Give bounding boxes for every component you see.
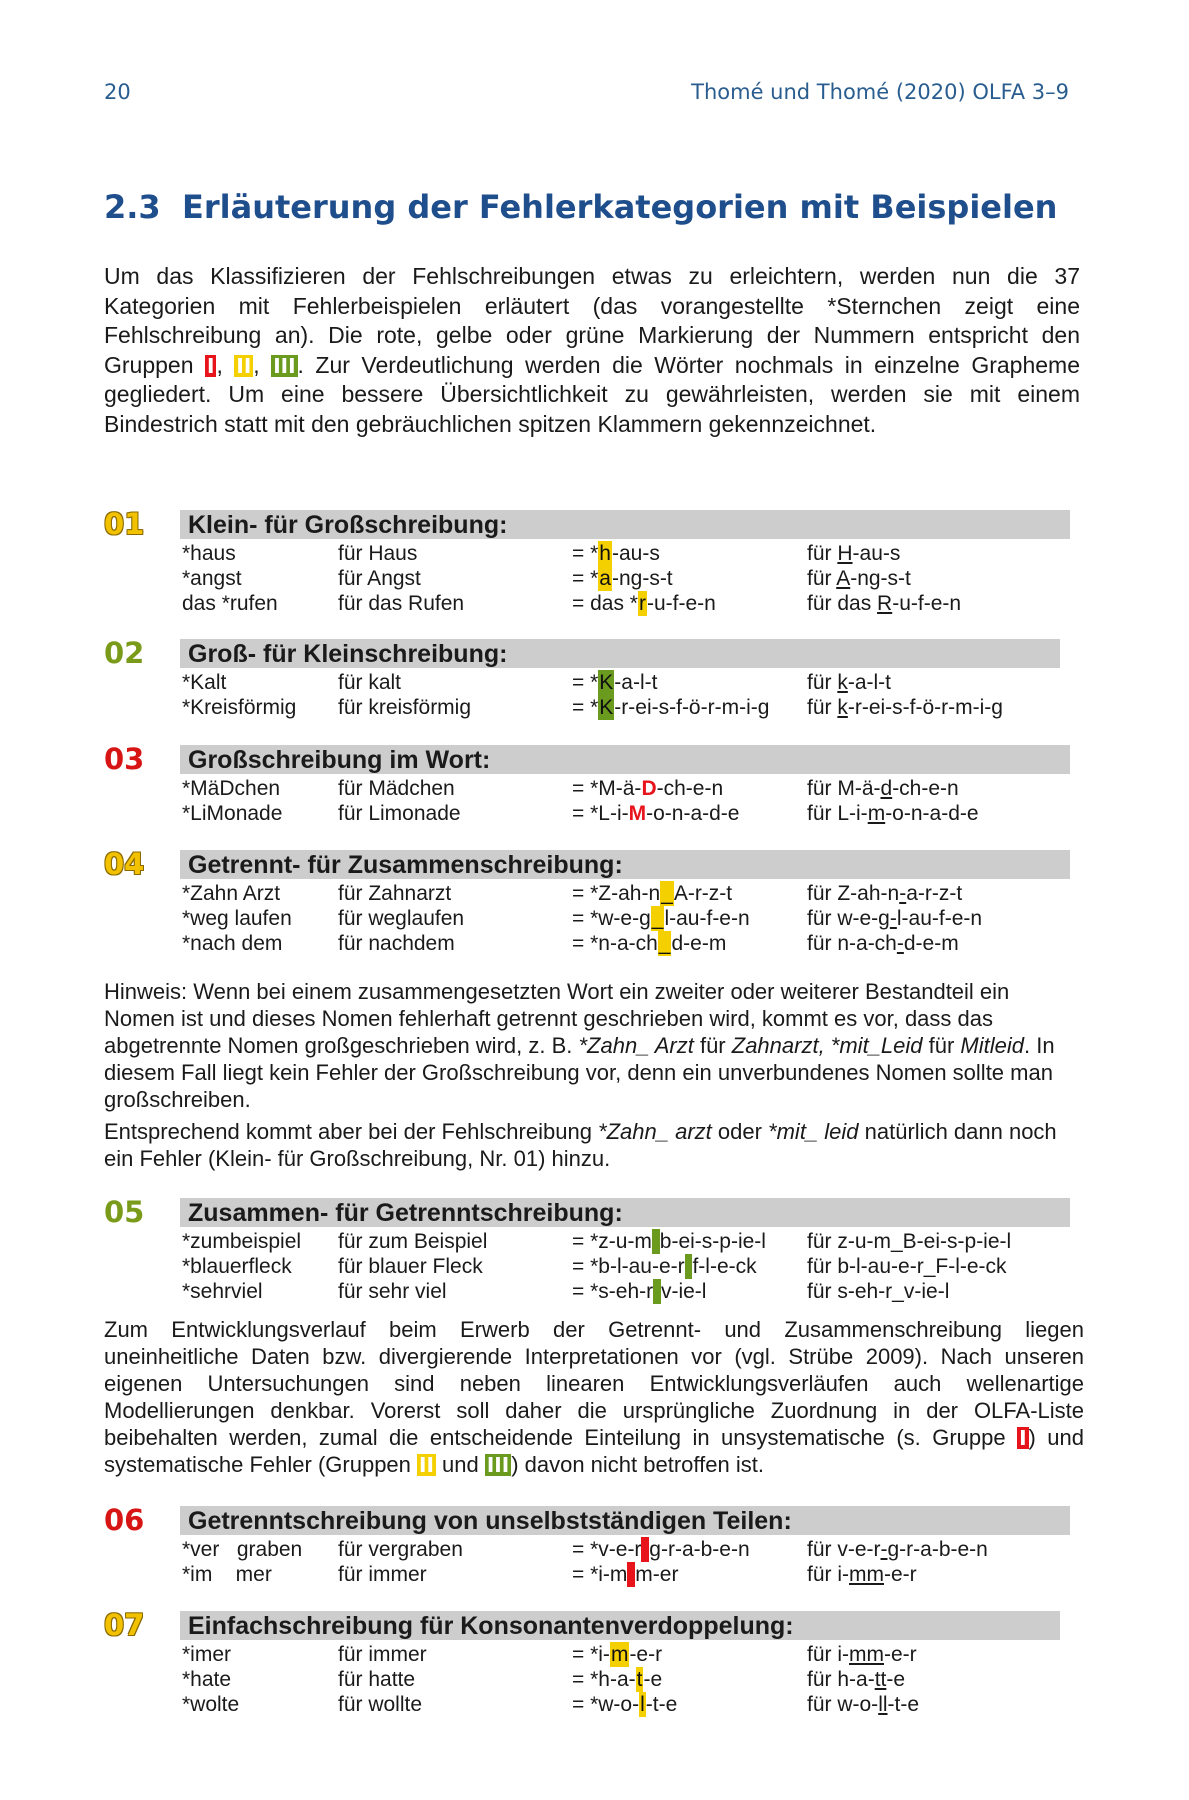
grapheme-misspelling: = *K-a-l-t xyxy=(572,671,658,694)
grapheme-correct: für k-r-ei-s-f-ö-r-m-i-g xyxy=(807,696,1003,719)
correct-word: für vergraben xyxy=(338,1538,463,1561)
page-number: 20 xyxy=(104,80,131,104)
hinweis-text: oder xyxy=(711,1119,769,1144)
misspelling: *weg laufen xyxy=(182,907,292,930)
correct-word: für Zahnarzt xyxy=(338,882,452,905)
hinweis-example: Mitleid xyxy=(960,1033,1024,1058)
correct-word: für Haus xyxy=(338,542,418,565)
grapheme-correct: für s-eh-r_v-ie-l xyxy=(807,1280,950,1303)
category-number: 01 xyxy=(104,507,145,541)
intro-sep-2: , xyxy=(253,351,272,378)
page-header xyxy=(104,80,1069,110)
hinweis-example: *mit_ leid xyxy=(768,1119,859,1144)
correct-word: für Limonade xyxy=(338,802,461,825)
grapheme-correct: für L-i-m-o-n-a-d-e xyxy=(807,802,979,825)
grapheme-correct: für M-ä-d-ch-e-n xyxy=(807,777,959,800)
group-3-marker: III xyxy=(273,353,296,378)
section-title: Erläuterung der Fehlerkategorien mit Beispielen xyxy=(182,188,1058,226)
development-paragraph xyxy=(104,1316,1084,1478)
running-title: Thomé und Thomé (2020) OLFA 3–9 xyxy=(691,80,1069,104)
correct-word: für wollte xyxy=(338,1693,423,1716)
grapheme-misspelling: = *s-eh-r v-ie-l xyxy=(572,1280,707,1303)
grapheme-correct: für Z-ah-n-a-r-z-t xyxy=(807,882,963,905)
hinweis-text: natürlich dann noch ein Fehler (Klein- für Großschreibung, Nr. 01) hinzu. xyxy=(104,1119,1057,1171)
group-3-marker: III xyxy=(486,1453,510,1477)
correct-word: für hatte xyxy=(338,1668,416,1691)
misspelling: *im mer xyxy=(182,1563,272,1586)
grapheme-correct: für h-a-tt-e xyxy=(807,1668,906,1691)
category-title: Getrennt- für Zusammenschreibung: xyxy=(180,850,1070,879)
misspelling: *ver graben xyxy=(182,1538,303,1561)
grapheme-correct: für w-e-g-l-au-f-e-n xyxy=(807,907,983,930)
misspelling: *Zahn Arzt xyxy=(182,882,281,905)
correct-word: für Mädchen xyxy=(338,777,455,800)
hinweis-text: für xyxy=(922,1033,961,1058)
grapheme-misspelling: = *b-l-au-e-r f-l-e-ck xyxy=(572,1255,757,1278)
grapheme-misspelling: = *a-ng-s-t xyxy=(572,567,673,590)
grapheme-correct: für z-u-m_B-ei-s-p-ie-l xyxy=(807,1230,1012,1253)
section-heading xyxy=(104,188,1057,226)
grapheme-misspelling: = *i-m-e-r xyxy=(572,1643,663,1666)
correct-word: für immer xyxy=(338,1563,427,1586)
misspelling: *imer xyxy=(182,1643,232,1666)
category-number: 06 xyxy=(104,1503,145,1537)
grapheme-misspelling: = *w-o-l-t-e xyxy=(572,1693,678,1716)
misspelling: *Kalt xyxy=(182,671,227,694)
misspelling: *wolte xyxy=(182,1693,240,1716)
grapheme-misspelling: = *i-m m-er xyxy=(572,1563,679,1586)
group-1-marker: I xyxy=(207,353,215,378)
correct-word: für immer xyxy=(338,1643,427,1666)
correct-word: für blauer Fleck xyxy=(338,1255,483,1278)
group-2-marker: II xyxy=(236,353,252,378)
development-text: ) davon nicht betroffen ist. xyxy=(511,1452,764,1477)
misspelling: *nach dem xyxy=(182,932,283,955)
grapheme-misspelling: = *h-au-s xyxy=(572,542,660,565)
grapheme-misspelling: = das *r-u-f-e-n xyxy=(572,592,716,615)
grapheme-correct: für i-mm-e-r xyxy=(807,1563,917,1586)
hinweis-paragraph-1 xyxy=(104,978,1084,1113)
hinweis-example: *Zahn_ Arzt xyxy=(578,1033,694,1058)
misspelling: *sehrviel xyxy=(182,1280,263,1303)
category-title: Zusammen- für Getrenntschreibung: xyxy=(180,1198,1070,1227)
grapheme-correct: für das R-u-f-e-n xyxy=(807,592,962,615)
hinweis-text: . In diesem Fall liegt kein Fehler der Großschreibung vor, denn ein unverbundenes Nomen sollte man großschreiben. xyxy=(104,1033,1055,1112)
development-text: und xyxy=(435,1452,485,1477)
intro-text-2: . Zur Verdeutlichung werden die Wörter nochmals in einzelne Grapheme gegliedert. Um eine bessere Übersichtlichkeit zu gewährleisten, werden sie mit einem Bindestrich statt mit den gebräuchlichen spitzen Klammern gekennzeichnet. xyxy=(104,351,1080,437)
category-title: Groß- für Kleinschreibung: xyxy=(180,639,1060,668)
development-text: ) und systematische Fehler (Gruppen xyxy=(104,1425,1084,1477)
grapheme-correct: für b-l-au-e-r_F-l-e-ck xyxy=(807,1255,1007,1278)
correct-word: für zum Beispiel xyxy=(338,1230,488,1253)
category-title: Einfachschreibung für Konsonantenverdoppelung: xyxy=(180,1611,1060,1640)
category-title: Großschreibung im Wort: xyxy=(180,745,1070,774)
intro-sep-1: , xyxy=(216,351,235,378)
grapheme-misspelling: = *n-a-ch_d-e-m xyxy=(572,932,727,955)
grapheme-correct: für A-ng-s-t xyxy=(807,567,911,590)
correct-word: für sehr viel xyxy=(338,1280,447,1303)
hinweis-example: Zahnarzt, *mit_Leid xyxy=(731,1033,923,1058)
category-number: 07 xyxy=(104,1608,145,1642)
hinweis-text: Hinweis: Wenn bei einem zusammengesetzten Wort ein zweiter oder weiterer Bestandteil ein Nomen ist und dieses Nomen fehlerhaft getrennt geschrieben wird, kommt es vor, dass das abgetrennte Nomen großgeschrieben wird, z. B. xyxy=(104,979,1010,1058)
grapheme-correct: für k-a-l-t xyxy=(807,671,892,694)
correct-word: für nachdem xyxy=(338,932,455,955)
grapheme-misspelling: = *L-i-M-o-n-a-d-e xyxy=(572,802,740,825)
grapheme-correct: für v-e-r-g-r-a-b-e-n xyxy=(807,1538,988,1561)
grapheme-correct: für w-o-ll-t-e xyxy=(807,1693,920,1716)
misspelling: *MäDchen xyxy=(182,777,281,800)
category-title: Klein- für Großschreibung: xyxy=(180,510,1070,539)
correct-word: für kreisförmig xyxy=(338,696,472,719)
intro-text-1: Um das Klassifizieren der Fehlschreibungen etwas zu erleichtern, werden nun die 37 Kategorien mit Fehlerbeispielen erläutert (das vorangestellte *Sternchen zeigt eine Fehlschreibung an). Die rote, gelbe oder grüne Markierung der Nummern entspricht den Gruppen xyxy=(104,263,1080,378)
misspelling: *haus xyxy=(182,542,236,565)
group-2-marker: II xyxy=(419,1453,434,1477)
correct-word: für weglaufen xyxy=(338,907,465,930)
misspelling: *angst xyxy=(182,567,242,590)
grapheme-misspelling: = *w-e-g_l-au-f-e-n xyxy=(572,907,750,930)
grapheme-misspelling: = *v-e-r g-r-a-b-e-n xyxy=(572,1538,750,1561)
group-1-marker: I xyxy=(1019,1426,1027,1450)
correct-word: für kalt xyxy=(338,671,402,694)
misspelling: *zumbeispiel xyxy=(182,1230,302,1253)
misspelling: *LiMonade xyxy=(182,802,283,825)
hinweis-text: Entsprechend kommt aber bei der Fehlschreibung xyxy=(104,1119,599,1144)
category-number: 04 xyxy=(104,847,145,881)
hinweis-example: *Zahn_ arzt xyxy=(598,1119,712,1144)
grapheme-correct: für H-au-s xyxy=(807,542,901,565)
category-number: 02 xyxy=(104,636,145,670)
grapheme-misspelling: = *z-u-m b-ei-s-p-ie-l xyxy=(572,1230,766,1253)
hinweis-paragraph-2 xyxy=(104,1118,1084,1172)
correct-word: für das Rufen xyxy=(338,592,465,615)
misspelling: *blauerfleck xyxy=(182,1255,292,1278)
grapheme-misspelling: = *M-ä-D-ch-e-n xyxy=(572,777,724,800)
development-text: Zum Entwicklungsverlauf beim Erwerb der Getrennt- und Zusammenschreibung liegen uneinheitliche Daten bzw. divergierende Interpretationen vor (vgl. Strübe 2009). Nach unseren eigenen Untersuchungen sind neben linearen Entwicklungsverläufen auch wellenartige Modellierungen denkbar. Vorerst soll daher die ursprüngliche Zuordnung in der OLFA-Liste beibehalten werden, zumal die entscheidende Einteilung in unsystematische (s. Gruppe xyxy=(104,1317,1084,1450)
section-number: 2.3 xyxy=(104,188,161,226)
hinweis-text: für xyxy=(693,1033,732,1058)
category-number: 05 xyxy=(104,1195,145,1229)
misspelling: das *rufen xyxy=(182,592,278,615)
grapheme-correct: für n-a-ch-d-e-m xyxy=(807,932,959,955)
misspelling: *hate xyxy=(182,1668,232,1691)
category-number: 03 xyxy=(104,742,145,776)
category-title: Getrenntschreibung von unselbstständigen Teilen: xyxy=(180,1506,1070,1535)
intro-paragraph xyxy=(104,262,1080,439)
grapheme-misspelling: = *K-r-ei-s-f-ö-r-m-i-g xyxy=(572,696,770,719)
misspelling: *Kreisförmig xyxy=(182,696,297,719)
grapheme-misspelling: = *Z-ah-n_A-r-z-t xyxy=(572,882,733,905)
grapheme-correct: für i-mm-e-r xyxy=(807,1643,917,1666)
correct-word: für Angst xyxy=(338,567,421,590)
grapheme-misspelling: = *h-a-t-e xyxy=(572,1668,663,1691)
